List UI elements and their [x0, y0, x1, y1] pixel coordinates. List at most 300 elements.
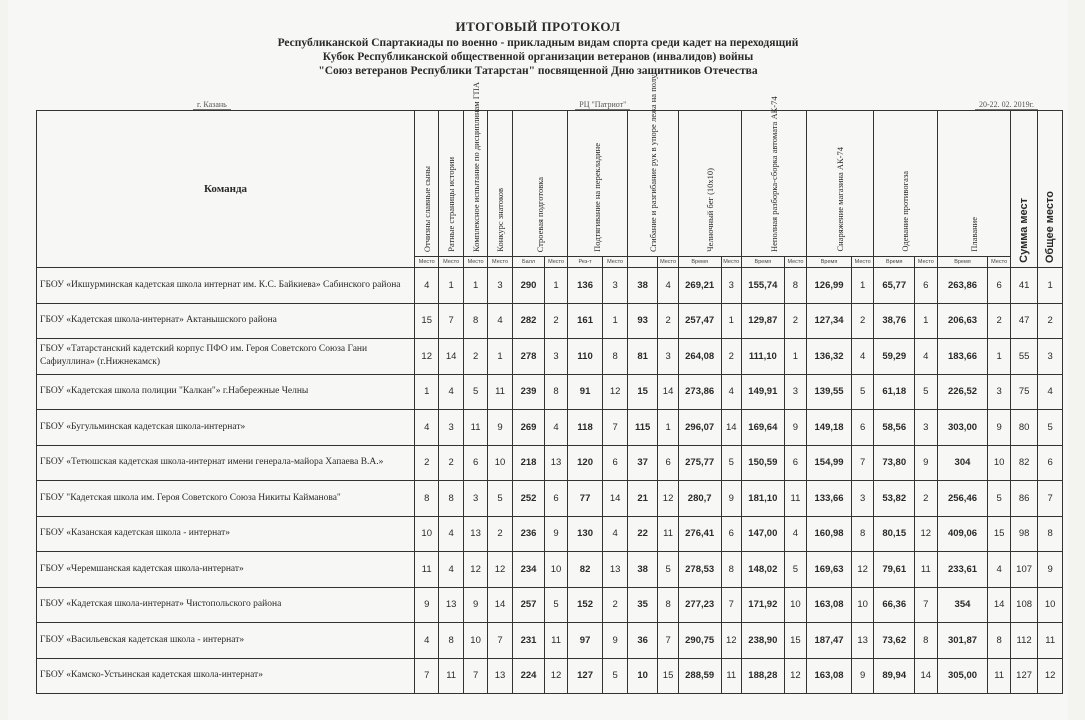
table-cell: 4	[721, 374, 741, 410]
table-cell: 12	[915, 516, 937, 552]
table-cell: 2	[545, 303, 567, 339]
table-cell: 163,08	[807, 658, 852, 694]
table-cell: 3	[1038, 339, 1063, 375]
table-cell: 12	[463, 552, 487, 588]
table-cell: 14	[439, 339, 463, 375]
table-cell: 13	[851, 623, 873, 659]
subheader-cell: Место	[488, 257, 512, 268]
table-cell: 181,10	[741, 481, 784, 517]
table-cell: 183,66	[937, 339, 988, 375]
table-row	[37, 339, 1063, 375]
table-cell: 238,90	[741, 623, 784, 659]
meta-date: 20-22. 02. 2019г.	[975, 100, 1038, 110]
table-cell: 169,64	[741, 410, 784, 446]
subheader-cell: Место	[784, 257, 806, 268]
event-header: Комплексное испытание по дисциплинам ГПА	[463, 111, 487, 257]
table-cell: 112	[1010, 623, 1038, 659]
table-cell: 38,76	[874, 303, 915, 339]
table-cell: 149,91	[741, 374, 784, 410]
table-cell: 12	[415, 339, 439, 375]
table-cell: 6	[463, 445, 487, 481]
table-cell: 4	[988, 552, 1010, 588]
table-cell: 10	[545, 552, 567, 588]
header-row	[37, 111, 1063, 257]
table-cell: 226,52	[937, 374, 988, 410]
table-cell: 7	[915, 587, 937, 623]
team-name-cell: ГБОУ «Васильевская кадетская школа - интернат»	[37, 623, 415, 659]
table-cell: 188,28	[741, 658, 784, 694]
table-cell: 5	[463, 374, 487, 410]
table-cell: 155,74	[741, 268, 784, 304]
table-cell: 14	[603, 481, 627, 517]
table-cell: 1	[545, 268, 567, 304]
table-cell: 5	[603, 658, 627, 694]
table-cell: 10	[463, 623, 487, 659]
table-cell: 3	[463, 481, 487, 517]
table-cell: 2	[851, 303, 873, 339]
meta-venue: РЦ "Патриот"	[575, 100, 630, 110]
table-cell: 120	[567, 445, 603, 481]
table-row	[37, 410, 1063, 446]
document-header	[8, 0, 1068, 78]
table-cell: 6	[603, 445, 627, 481]
table-cell: 282	[512, 303, 545, 339]
table-cell: 127	[1010, 658, 1038, 694]
table-row	[37, 587, 1063, 623]
table-cell: 6	[1038, 445, 1063, 481]
table-cell: 269	[512, 410, 545, 446]
table-cell: 11	[488, 374, 512, 410]
subheader-cell: Место	[915, 257, 937, 268]
table-cell: 5	[658, 552, 678, 588]
table-cell: 148,02	[741, 552, 784, 588]
table-cell: 2	[415, 445, 439, 481]
table-cell: 150,59	[741, 445, 784, 481]
table-cell: 97	[567, 623, 603, 659]
table-cell: 12	[545, 658, 567, 694]
table-cell: 290	[512, 268, 545, 304]
table-cell: 7	[463, 658, 487, 694]
table-cell: 15	[658, 658, 678, 694]
table-cell: 13	[603, 552, 627, 588]
table-cell: 13	[463, 516, 487, 552]
table-cell: 187,47	[807, 623, 852, 659]
table-cell: 73,62	[874, 623, 915, 659]
table-cell: 58,56	[874, 410, 915, 446]
event-header: Плавание	[937, 111, 1010, 257]
table-cell: 65,77	[874, 268, 915, 304]
subheader-cell: Место	[851, 257, 873, 268]
table-cell: 139,55	[807, 374, 852, 410]
subheader-cell: Время	[741, 257, 784, 268]
table-cell: 115	[627, 410, 658, 446]
table-cell: 1	[851, 268, 873, 304]
table-cell: 12	[784, 658, 806, 694]
table-cell: 80,15	[874, 516, 915, 552]
table-cell: 11	[1038, 623, 1063, 659]
table-cell: 11	[721, 658, 741, 694]
table-cell: 12	[1038, 658, 1063, 694]
table-cell: 9	[915, 445, 937, 481]
table-cell: 4	[439, 552, 463, 588]
table-cell: 14	[658, 374, 678, 410]
document-title: ИТОГОВЫЙ ПРОТОКОЛ	[455, 19, 621, 34]
table-cell: 9	[851, 658, 873, 694]
table-cell: 38	[627, 268, 658, 304]
table-cell: 3	[988, 374, 1010, 410]
table-cell: 80	[1010, 410, 1038, 446]
meta-line	[193, 100, 1038, 110]
table-row	[37, 374, 1063, 410]
table-cell: 2	[603, 587, 627, 623]
table-cell: 305,00	[937, 658, 988, 694]
table-cell: 6	[721, 516, 741, 552]
table-cell: 4	[603, 516, 627, 552]
table-cell: 9	[463, 587, 487, 623]
table-cell: 218	[512, 445, 545, 481]
table-cell: 8	[658, 587, 678, 623]
table-cell: 15	[988, 516, 1010, 552]
table-cell: 10	[488, 445, 512, 481]
table-cell: 9	[988, 410, 1010, 446]
table-cell: 73,80	[874, 445, 915, 481]
table-cell: 263,86	[937, 268, 988, 304]
table-cell: 1	[915, 303, 937, 339]
table-cell: 4	[1038, 374, 1063, 410]
table-cell: 7	[721, 587, 741, 623]
table-cell: 7	[439, 303, 463, 339]
team-name-cell: ГБОУ «Бугульминская кадетская школа-интернат»	[37, 410, 415, 446]
table-cell: 6	[915, 268, 937, 304]
table-cell: 6	[784, 445, 806, 481]
results-body	[37, 268, 1063, 694]
team-name-cell: ГБОУ «Тетюшская кадетская школа-интернат имени генерала-майора Хапаева В.А.»	[37, 445, 415, 481]
table-cell: 79,61	[874, 552, 915, 588]
table-cell: 136,32	[807, 339, 852, 375]
table-cell: 14	[915, 658, 937, 694]
table-cell: 8	[463, 303, 487, 339]
table-cell: 5	[915, 374, 937, 410]
table-cell: 277,23	[678, 587, 721, 623]
table-cell: 5	[851, 374, 873, 410]
event-header: Конкурс знатоков	[488, 111, 512, 257]
event-header: Сгибание и разгибание рук в упоре лежа на полу	[627, 111, 678, 257]
table-cell: 11	[915, 552, 937, 588]
table-cell: 2	[1038, 303, 1063, 339]
table-cell: 1	[603, 303, 627, 339]
table-cell: 1	[988, 339, 1010, 375]
table-cell: 149,18	[807, 410, 852, 446]
table-cell: 12	[851, 552, 873, 588]
table-cell: 127,34	[807, 303, 852, 339]
table-cell: 275,77	[678, 445, 721, 481]
table-cell: 1	[463, 268, 487, 304]
team-name-cell: ГБОУ «Кадетская школа-интернат» Актанышского района	[37, 303, 415, 339]
table-cell: 10	[627, 658, 658, 694]
table-cell: 4	[439, 374, 463, 410]
table-cell: 4	[488, 303, 512, 339]
team-name-cell: ГБОУ «Черемшанская кадетская школа-интернат»	[37, 552, 415, 588]
table-cell: 7	[415, 658, 439, 694]
table-cell: 9	[488, 410, 512, 446]
subheader-cell: Время	[678, 257, 721, 268]
table-cell: 256,46	[937, 481, 988, 517]
table-row	[37, 623, 1063, 659]
header-line-2: Кубок Республиканской общественной организации ветеранов (инвалидов) войны	[322, 51, 754, 63]
table-cell: 9	[1038, 552, 1063, 588]
table-cell: 66,36	[874, 587, 915, 623]
event-header: Неполная разборка-сборка автомата АК-74	[741, 111, 806, 257]
subheader-cell: Место	[463, 257, 487, 268]
table-cell: 8	[603, 339, 627, 375]
table-cell: 11	[658, 516, 678, 552]
table-cell: 47	[1010, 303, 1038, 339]
team-header: Команда	[37, 111, 415, 268]
table-row	[37, 481, 1063, 517]
table-cell: 37	[627, 445, 658, 481]
table-cell: 81	[627, 339, 658, 375]
table-cell: 14	[721, 410, 741, 446]
table-cell: 354	[937, 587, 988, 623]
team-name-cell: ГБОУ «Татарстанский кадетский корпус ПФО им. Героя Советского Союза Гани Сафиуллина» (г.Нижнекамск)	[37, 339, 415, 375]
subheader-cell: Время	[874, 257, 915, 268]
table-cell: 1	[721, 303, 741, 339]
table-cell: 304	[937, 445, 988, 481]
table-cell: 3	[439, 410, 463, 446]
table-cell: 9	[784, 410, 806, 446]
table-cell: 257	[512, 587, 545, 623]
table-cell: 9	[603, 623, 627, 659]
table-cell: 98	[1010, 516, 1038, 552]
table-cell: 77	[567, 481, 603, 517]
table-cell: 107	[1010, 552, 1038, 588]
subheader-cell: Рез-т	[567, 257, 603, 268]
table-cell: 5	[488, 481, 512, 517]
team-name-cell: ГБОУ "Кадетская школа им. Героя Советского Союза Никиты Кайманова"	[37, 481, 415, 517]
event-header: Снаряжение магазина АК-74	[807, 111, 874, 257]
table-cell: 2	[721, 339, 741, 375]
table-cell: 15	[627, 374, 658, 410]
subheader-cell: Балл	[512, 257, 545, 268]
table-cell: 5	[721, 445, 741, 481]
table-cell: 1	[1038, 268, 1063, 304]
table-cell: 2	[488, 516, 512, 552]
table-cell: 7	[603, 410, 627, 446]
table-cell: 3	[488, 268, 512, 304]
table-cell: 257,47	[678, 303, 721, 339]
table-cell: 12	[488, 552, 512, 588]
table-cell: 3	[851, 481, 873, 517]
table-cell: 6	[851, 410, 873, 446]
table-cell: 276,41	[678, 516, 721, 552]
table-cell: 129,87	[741, 303, 784, 339]
table-cell: 6	[658, 445, 678, 481]
subheader-cell: Место	[658, 257, 678, 268]
protocol-sheet	[8, 0, 1068, 720]
table-cell: 36	[627, 623, 658, 659]
table-cell: 231	[512, 623, 545, 659]
table-cell: 15	[784, 623, 806, 659]
table-cell: 147,00	[741, 516, 784, 552]
table-cell: 41	[1010, 268, 1038, 304]
table-cell: 11	[784, 481, 806, 517]
header-line-1: Республиканской Спартакиады по военно - прикладным видам спорта среди кадет на переходящий	[277, 37, 799, 49]
table-cell: 296,07	[678, 410, 721, 446]
table-cell: 75	[1010, 374, 1038, 410]
subheader-cell: Время	[807, 257, 852, 268]
table-cell: 4	[415, 410, 439, 446]
table-cell: 5	[988, 481, 1010, 517]
subheader-cell: Место	[415, 257, 439, 268]
table-cell: 2	[463, 339, 487, 375]
subheader-cell: Место	[603, 257, 627, 268]
table-cell: 278	[512, 339, 545, 375]
table-cell: 1	[658, 410, 678, 446]
table-cell: 4	[851, 339, 873, 375]
table-cell: 111,10	[741, 339, 784, 375]
table-cell: 86	[1010, 481, 1038, 517]
table-cell: 303,00	[937, 410, 988, 446]
table-row	[37, 303, 1063, 339]
table-cell: 8	[1038, 516, 1063, 552]
table-cell: 2	[988, 303, 1010, 339]
event-header: Строевая подготовка	[512, 111, 567, 257]
table-cell: 4	[658, 268, 678, 304]
table-cell: 53,82	[874, 481, 915, 517]
table-cell: 160,98	[807, 516, 852, 552]
table-cell: 154,99	[807, 445, 852, 481]
table-cell: 12	[721, 623, 741, 659]
table-cell: 233,61	[937, 552, 988, 588]
table-cell: 4	[915, 339, 937, 375]
table-cell: 5	[784, 552, 806, 588]
table-cell: 108	[1010, 587, 1038, 623]
table-cell: 14	[488, 587, 512, 623]
table-cell: 93	[627, 303, 658, 339]
subheader-cell: Место	[721, 257, 741, 268]
table-cell: 10	[415, 516, 439, 552]
table-cell: 11	[545, 623, 567, 659]
team-name-cell: ГБОУ «Камско-Устьинская кадетская школа-интернат»	[37, 658, 415, 694]
table-cell: 152	[567, 587, 603, 623]
table-cell: 280,7	[678, 481, 721, 517]
event-header: Ратные страницы истории	[439, 111, 463, 257]
table-cell: 3	[545, 339, 567, 375]
table-cell: 136	[567, 268, 603, 304]
table-cell: 171,92	[741, 587, 784, 623]
table-cell: 10	[784, 587, 806, 623]
table-cell: 7	[1038, 481, 1063, 517]
table-cell: 118	[567, 410, 603, 446]
table-cell: 236	[512, 516, 545, 552]
table-cell: 59,29	[874, 339, 915, 375]
table-cell: 82	[1010, 445, 1038, 481]
table-cell: 13	[439, 587, 463, 623]
subheader-cell: Место	[439, 257, 463, 268]
table-cell: 13	[488, 658, 512, 694]
table-row	[37, 516, 1063, 552]
table-cell: 22	[627, 516, 658, 552]
table-cell: 269,21	[678, 268, 721, 304]
table-row	[37, 658, 1063, 694]
table-cell: 6	[988, 268, 1010, 304]
subheader-cell	[627, 257, 658, 268]
team-name-cell: ГБОУ «Икшурминская кадетская школа интернат им. К.С. Байкиева» Сабинского района	[37, 268, 415, 304]
table-cell: 9	[415, 587, 439, 623]
table-cell: 290,75	[678, 623, 721, 659]
table-cell: 206,63	[937, 303, 988, 339]
table-cell: 252	[512, 481, 545, 517]
table-cell: 130	[567, 516, 603, 552]
subheader-cell: Место	[988, 257, 1010, 268]
table-cell: 61,18	[874, 374, 915, 410]
table-cell: 55	[1010, 339, 1038, 375]
event-header: Одевание противогаза	[874, 111, 937, 257]
table-cell: 1	[488, 339, 512, 375]
table-cell: 127	[567, 658, 603, 694]
table-cell: 11	[463, 410, 487, 446]
table-cell: 3	[658, 339, 678, 375]
table-cell: 89,94	[874, 658, 915, 694]
table-cell: 4	[415, 268, 439, 304]
table-cell: 3	[721, 268, 741, 304]
table-cell: 273,86	[678, 374, 721, 410]
table-cell: 2	[915, 481, 937, 517]
table-cell: 2	[658, 303, 678, 339]
table-cell: 5	[545, 587, 567, 623]
table-cell: 288,59	[678, 658, 721, 694]
table-cell: 3	[915, 410, 937, 446]
table-cell: 13	[545, 445, 567, 481]
table-row	[37, 268, 1063, 304]
table-cell: 224	[512, 658, 545, 694]
table-cell: 7	[851, 445, 873, 481]
table-cell: 12	[658, 481, 678, 517]
table-cell: 8	[415, 481, 439, 517]
table-cell: 7	[488, 623, 512, 659]
table-cell: 21	[627, 481, 658, 517]
subheader-cell: Место	[545, 257, 567, 268]
table-row	[37, 445, 1063, 481]
table-cell: 2	[784, 303, 806, 339]
table-cell: 1	[415, 374, 439, 410]
table-cell: 8	[851, 516, 873, 552]
event-header: Челночный бег (10х10)	[678, 111, 741, 257]
table-cell: 82	[567, 552, 603, 588]
team-name-cell: ГБОУ «Казанская кадетская школа - интернат»	[37, 516, 415, 552]
table-cell: 8	[545, 374, 567, 410]
table-cell: 264,08	[678, 339, 721, 375]
table-cell: 10	[988, 445, 1010, 481]
table-cell: 301,87	[937, 623, 988, 659]
table-cell: 239	[512, 374, 545, 410]
table-cell: 6	[545, 481, 567, 517]
meta-city: г. Казань	[193, 100, 231, 110]
table-cell: 4	[415, 623, 439, 659]
table-cell: 12	[603, 374, 627, 410]
table-cell: 8	[439, 623, 463, 659]
sum-header: Сумма мест	[1010, 111, 1038, 268]
event-header: Подтягивание на перекладине	[567, 111, 627, 257]
table-cell: 11	[439, 658, 463, 694]
table-cell: 9	[721, 481, 741, 517]
table-cell: 161	[567, 303, 603, 339]
table-cell: 1	[439, 268, 463, 304]
table-cell: 169,63	[807, 552, 852, 588]
table-cell: 35	[627, 587, 658, 623]
table-cell: 8	[439, 481, 463, 517]
table-cell: 9	[545, 516, 567, 552]
